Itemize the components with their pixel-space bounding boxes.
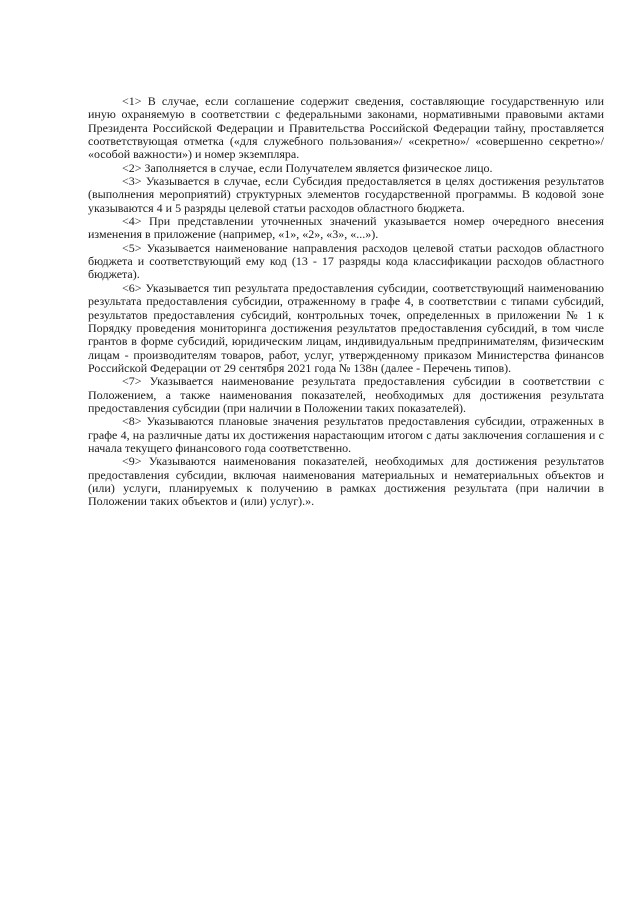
footnote-text: В случае, если соглашение содержит сведения, составляющие государственную или иную охраняемую в соответствии с федеральными законами, нормативными правовыми актами Президента Российской Федерации и Правительства Российской Федерации тайну, проставляется соответствующая отметка («для служебного пользования»/ «секретно»/ «совершенно секретно»/ «особой важности») и номер экземпляра. (88, 94, 604, 162)
footnote-1 (88, 95, 604, 162)
footnote-marker: <3> (122, 174, 142, 189)
footnote-text: Заполняется в случае, если Получателем является физическое лицо. (144, 160, 493, 175)
footnote-5 (88, 242, 604, 282)
footnote-text: Указывается в случае, если Субсидия предоставляется в целях достижения результатов (выполнения мероприятий) структурных элементов государственной программы. В кодовой зоне указываются 4 и 5 разряды целевой статьи расходов областного бюджета. (88, 174, 605, 215)
footnote-text: Указывается наименование результата предоставления субсидии в соответствии с Положением, а также наименования показателей, необходимых для достижения результата предоставления субсидии (при наличии в Положении таких показателей). (88, 374, 605, 415)
footnote-marker: <8> (122, 414, 142, 429)
footnote-2 (88, 162, 604, 175)
footnote-text: Указываются наименования показателей, необходимых для достижения результатов предоставления субсидии, включая наименования материальных и нематериальных объектов и (или) услуги, планируемых к получению в рамках достижения результата (при наличии в Положении таких объектов и (или) услуг).». (88, 454, 605, 509)
footnote-marker: <4> (122, 214, 142, 229)
footnote-marker: <9> (122, 454, 142, 469)
footnote-7 (88, 375, 604, 415)
footnote-6 (88, 282, 604, 375)
footnote-text: При представлении уточненных значений указывается номер очередного внесения изменения в приложение (например, «1», «2», «3», «...»). (88, 214, 605, 242)
footnote-marker: <5> (122, 240, 142, 255)
footnote-4 (88, 215, 604, 242)
footnote-text: Указывается наименование направления расходов целевой статьи расходов областного бюджета и соответствующий ему код (13 - 17 разряды кода классификации расходов областного бюджета). (88, 240, 604, 282)
footnote-marker: <2> (122, 160, 142, 175)
footnote-marker: <1> (122, 94, 142, 108)
footnote-8 (88, 415, 604, 455)
footnote-marker: <7> (122, 374, 142, 389)
footnote-marker: <6> (122, 280, 142, 295)
footnote-9 (88, 455, 604, 508)
footnote-text: Указываются плановые значения результатов предоставления субсидии, отраженных в графе 4, на различные даты их достижения нарастающим итогом с даты заключения соглашения и с начала текущего финансового года соответственно. (88, 414, 605, 455)
document-page (88, 95, 604, 509)
footnote-3 (88, 175, 604, 215)
footnote-text: Указывается тип результата предоставления субсидии, соответствующий наименованию результата предоставления субсидии, отраженному в графе 4, в соответствии с типами субсидий, результатов предоставления субсидий, контрольных точек, определенных в приложении № 1 к Порядку проведения мониторинга достижения результатов предоставления субсидий, в том числе грантов в форме субсидий, юридическим лицам, индивидуальным предпринимателям, физическим лицам - производителям товаров, работ, услуг, утвержденному приказом Министерства финансов Российской Федерации от 29 сентября 2021 года № 138н (далее - Перечень типов). (88, 280, 604, 375)
